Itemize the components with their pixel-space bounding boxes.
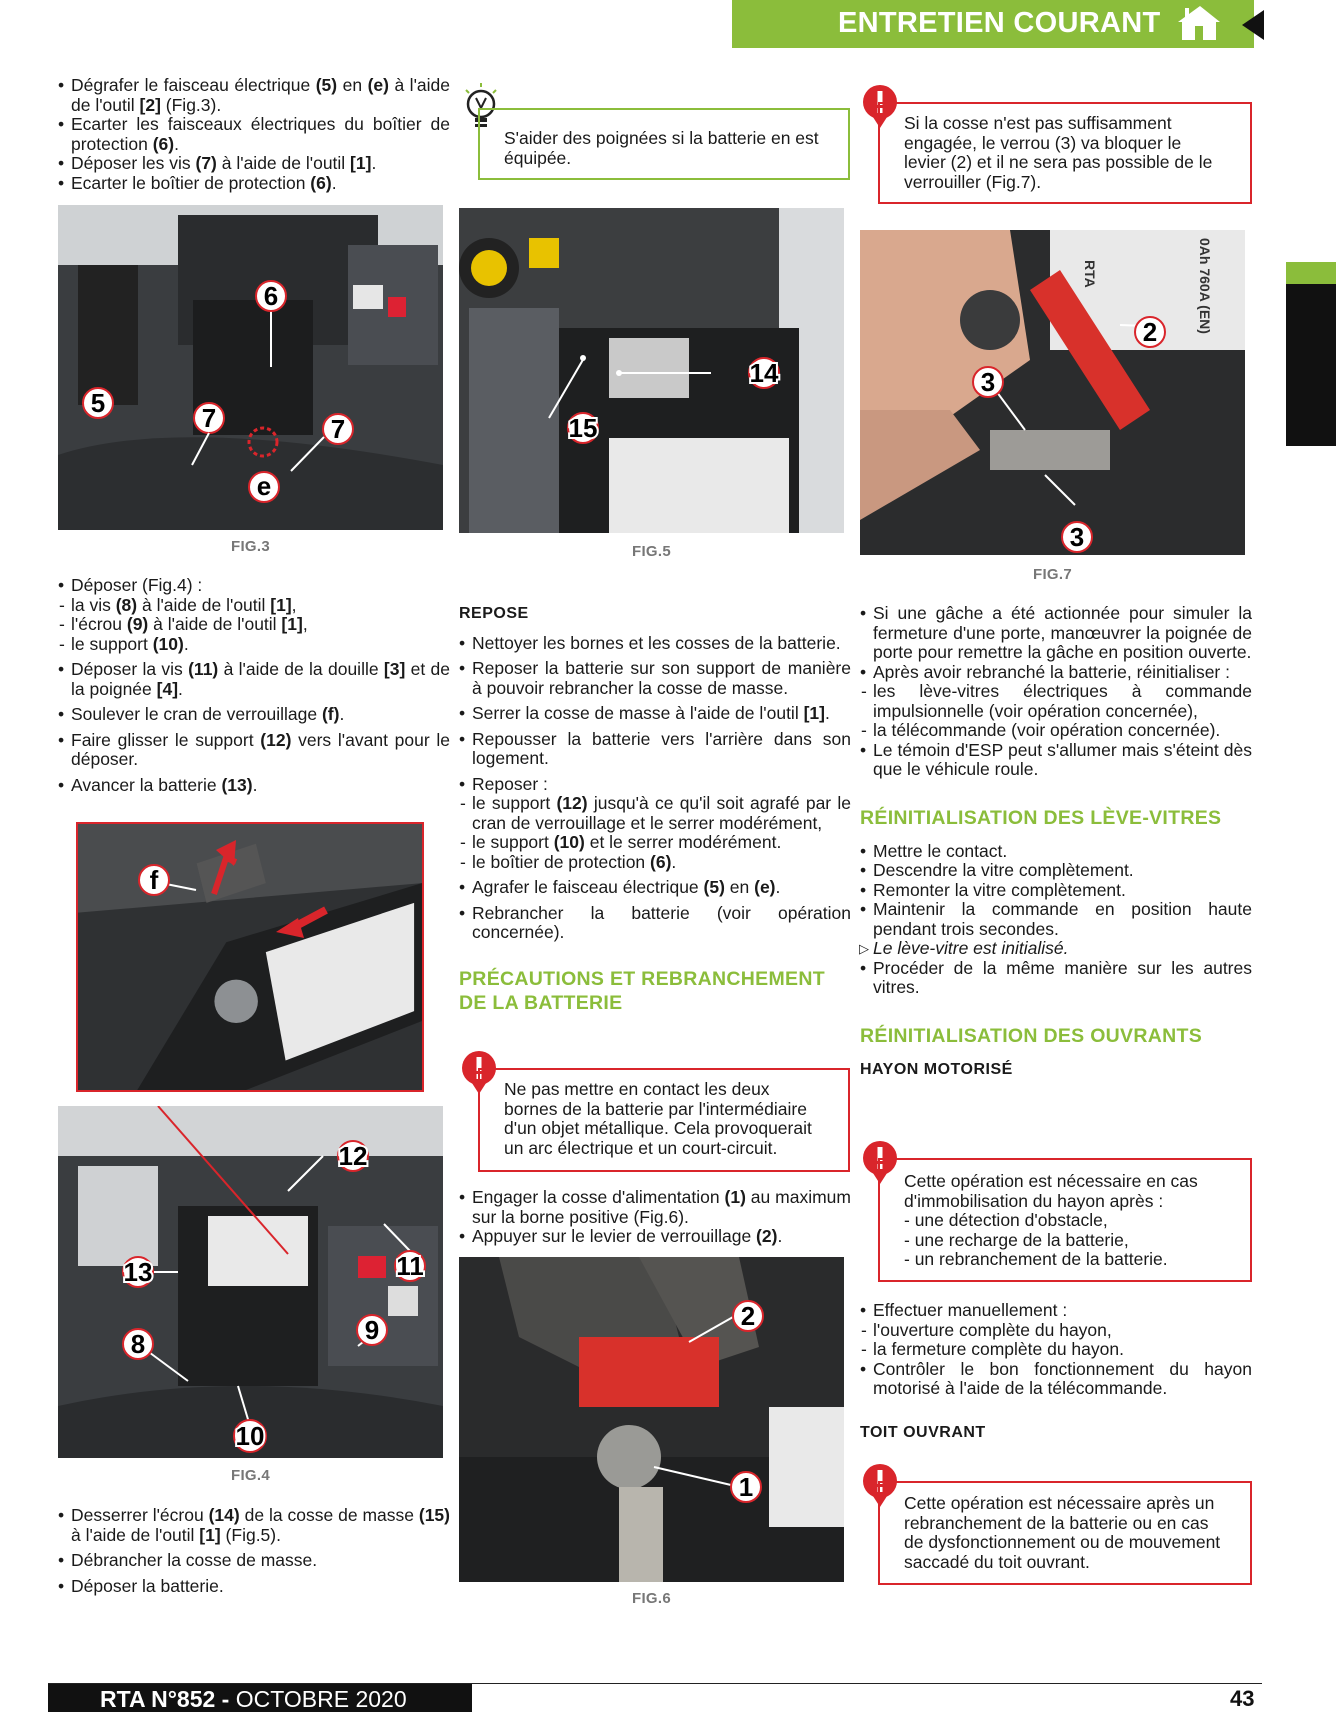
hayon-ouverture: - l'ouverture complète du hayon,	[860, 1321, 1252, 1341]
step-deposer-vis-11: • Déposer la vis (11) à l'aide de la douille [3] et de la poignée [4].	[58, 660, 450, 699]
fig4-label-13: 13	[123, 1257, 153, 1287]
hayon-effectuer: • Effectuer manuellement :	[860, 1301, 1252, 1321]
column-2-mid	[459, 590, 851, 1027]
step-debrancher-masse: • Débrancher la cosse de masse.	[58, 1551, 450, 1571]
note-telecommande: - la télécommande (voir opération concernée).	[860, 721, 1252, 741]
step-soulever-cran: • Soulever le cran de verrouillage (f).	[58, 705, 450, 725]
warning-box-hayon	[878, 1158, 1252, 1282]
warning-hayon-item: - une détection d'obstacle,	[904, 1210, 1108, 1230]
fig7-caption: FIG.7	[1032, 566, 1072, 583]
fig4-label-9: 9	[364, 1315, 380, 1345]
hayon-heading: HAYON MOTORISÉ	[860, 1060, 1013, 1078]
fig3-caption: FIG.3	[230, 538, 270, 555]
repose-heading: REPOSE	[459, 605, 529, 622]
column-1-bottom	[58, 1506, 450, 1602]
warning-hayon-item: - une recharge de la batterie,	[904, 1229, 1129, 1250]
hayon-fermeture: - la fermeture complète du hayon.	[860, 1340, 1252, 1360]
warning-bornes-text: Ne pas mettre en contact les deux bornes de la batterie par l'intermédiaire d'un objet métallique. Cela provoquerait un arc électrique et un court-circuit.	[504, 1079, 812, 1158]
step-appuyer-levier: • Appuyer sur le levier de verrouillage (2).	[459, 1227, 851, 1247]
fig5-label-15: 15	[568, 413, 598, 443]
lv-remonter: • Remonter la vitre complètement.	[860, 881, 1252, 901]
fig3-label-6: 6	[263, 281, 279, 311]
step-la-vis-8: - la vis (8) à l'aide de l'outil [1],	[58, 596, 450, 616]
fig3-label-5: 5	[90, 388, 106, 418]
lv-descendre: • Descendre la vitre complètement.	[860, 861, 1252, 881]
step-support-10: - le support (10).	[58, 635, 450, 655]
warning-box-cosse	[878, 102, 1252, 204]
warning-cosse-text: Si la cosse n'est pas suffisamment engagée, le verrou (3) va bloquer le levier (2) et il ne sera pas possible de le verrouiller (Fig.7).	[904, 113, 1213, 192]
footer-issue	[100, 1686, 407, 1713]
page-arrow-icon	[1240, 10, 1266, 40]
fig5-caption: FIG.5	[631, 543, 671, 560]
lv-mettre-contact: • Mettre le contact.	[860, 842, 1252, 862]
warning-hayon-intro: Cette opération est nécessaire en cas d'immobilisation du hayon après :	[904, 1171, 1198, 1211]
repose-rebrancher: • Rebrancher la batterie (voir opération concernée).	[459, 904, 851, 943]
step-ecarter-faisceaux: • Ecarter les faisceaux électriques du boîtier de protection (6).	[58, 115, 450, 154]
fig4-label-10: 10	[235, 1421, 265, 1451]
step-engager-cosse: • Engager la cosse d'alimentation (1) au maximum sur la borne positive (Fig.6).	[459, 1188, 851, 1227]
fig5-label-14: 14	[749, 358, 779, 388]
repose-reposer: • Reposer :	[459, 775, 851, 795]
fig7-battery-text-760a: 0Ah 760A (EN)	[1197, 238, 1213, 334]
fig4-label-8: 8	[130, 1329, 146, 1359]
fig7-label-3a: 3	[980, 367, 996, 397]
fig7-callouts	[860, 230, 1245, 555]
tip-text: S'aider des poignées si la batterie en est équipée.	[504, 128, 819, 168]
column-3-mid	[860, 604, 1252, 1087]
fig7-battery-text-rta: RTA	[1082, 260, 1098, 288]
tools-house-icon	[1176, 4, 1222, 42]
fig4-label-11: 11	[396, 1251, 424, 1281]
ouvrants-heading: RÉINITIALISATION DES OUVRANTS	[860, 1024, 1203, 1047]
repose-reposer-batterie: • Reposer la batterie sur son support de manière à pouvoir rebrancher la cosse de masse.	[459, 659, 851, 698]
note-esp: • Le témoin d'ESP peut s'allumer mais s'éteint dès que le véhicule roule.	[860, 741, 1252, 780]
toit-ouvrant-heading: TOIT OUVRANT	[860, 1423, 986, 1441]
step-deposer-vis: • Déposer les vis (7) à l'aide de l'outil [1].	[58, 154, 450, 174]
step-deposer-batterie: • Déposer la batterie.	[58, 1577, 450, 1597]
side-tab-black	[1286, 284, 1336, 446]
repose-repousser: • Repousser la batterie vers l'arrière dans son logement.	[459, 730, 851, 769]
fig6-label-1: 1	[738, 1472, 754, 1502]
warning-hayon-item: - un rebranchement de la batterie.	[904, 1249, 1168, 1269]
fig3-callouts	[58, 205, 443, 530]
hayon-controler: • Contrôler le bon fonctionnement du hayon motorisé à l'aide de la télécommande.	[860, 1360, 1252, 1399]
fig6-caption: FIG.6	[631, 1590, 671, 1607]
repose-support-12: - le support (12) jusqu'à ce qu'il soit agrafé par le cran de verrouillage et le serrer modérément,	[459, 794, 851, 833]
column-1	[58, 76, 450, 193]
fig3-label-e: e	[256, 471, 272, 501]
note-gache: • Si une gâche a été actionnée pour simuler la fermeture d'une porte, manœuvrer la poignée de porte pour remettre la gâche en position ouverte.	[860, 604, 1252, 663]
column-2-bottom	[459, 1188, 851, 1247]
lv-maintenir: • Maintenir la commande en position haute pendant trois secondes.	[860, 900, 1252, 939]
fig3-label-7a: 7	[201, 403, 217, 433]
step-avancer-batterie: • Avancer la batterie (13).	[58, 776, 450, 796]
fig4-callouts	[58, 1106, 443, 1458]
fig6-label-2: 2	[740, 1301, 756, 1331]
step-deposer-fig4: • Déposer (Fig.4) :	[58, 576, 450, 596]
lv-initialise: ▷ Le lève-vitre est initialisé.	[860, 939, 1252, 959]
note-reinitialiser: • Après avoir rebranché la batterie, réinitialiser :	[860, 663, 1252, 683]
fig5-callouts	[459, 208, 844, 533]
step-desserrer-ecrou: • Desserrer l'écrou (14) de la cosse de masse (15) à l'aide de l'outil [1] (Fig.5).	[58, 1506, 450, 1545]
fig6-callouts	[459, 1257, 844, 1582]
leve-vitres-heading: RÉINITIALISATION DES LÈVE-VITRES	[860, 806, 1222, 829]
step-dégrafer: • Dégrafer le faisceau électrique (5) en (e) à l'aide de l'outil [2] (Fig.3).	[58, 76, 450, 115]
fig4-caption: FIG.4	[230, 1467, 270, 1484]
footer-date: OCTOBRE 2020	[235, 1686, 407, 1712]
tip-box	[478, 108, 850, 180]
side-tab-green	[1286, 262, 1336, 284]
precautions-heading: PRÉCAUTIONS ET REBRANCHEMENT DE LA BATTERIE	[459, 967, 825, 1014]
repose-serrer-cosse: • Serrer la cosse de masse à l'aide de l'outil [1].	[459, 704, 851, 724]
repose-nettoyer: • Nettoyer les bornes et les cosses de la batterie.	[459, 634, 851, 654]
step-glisser-support: • Faire glisser le support (12) vers l'avant pour le déposer.	[58, 731, 450, 770]
repose-agrafer: • Agrafer le faisceau électrique (5) en (e).	[459, 878, 851, 898]
fig4-label-f: f	[149, 865, 159, 895]
repose-boitier-6: - le boîtier de protection (6).	[459, 853, 851, 873]
fig7-label-2: 2	[1142, 317, 1158, 347]
column-3-bottom	[860, 1301, 1252, 1450]
note-leve-vitres: - les lève-vitres électriques à commande impulsionnelle (voir opération concernée),	[860, 682, 1252, 721]
step-ecarter-boitier: • Ecarter le boîtier de protection (6).	[58, 174, 450, 194]
column-1-mid	[58, 576, 450, 801]
page-number: 43	[1230, 1686, 1255, 1711]
fig4-inset-callouts	[76, 822, 424, 1092]
fig7-label-3b: 3	[1069, 522, 1085, 552]
lv-proceder: • Procéder de la même manière sur les autres vitres.	[860, 959, 1252, 998]
repose-support-10: - le support (10) et le serrer modérément.	[459, 833, 851, 853]
header-title: ENTRETIEN COURANT	[838, 7, 1161, 39]
step-ecrou-9: - l'écrou (9) à l'aide de l'outil [1],	[58, 615, 450, 635]
warning-toit-text: Cette opération est nécessaire après un rebranchement de la batterie ou en cas de dysfonctionnement ou de mouvement saccadé du toit ouvrant.	[904, 1493, 1221, 1572]
fig4-label-12: 12	[338, 1141, 368, 1171]
warning-box-toit	[878, 1481, 1252, 1585]
fig3-label-7b: 7	[330, 414, 346, 444]
warning-box-bornes	[478, 1068, 850, 1172]
footer-rta: RTA N°852 -	[100, 1686, 236, 1712]
